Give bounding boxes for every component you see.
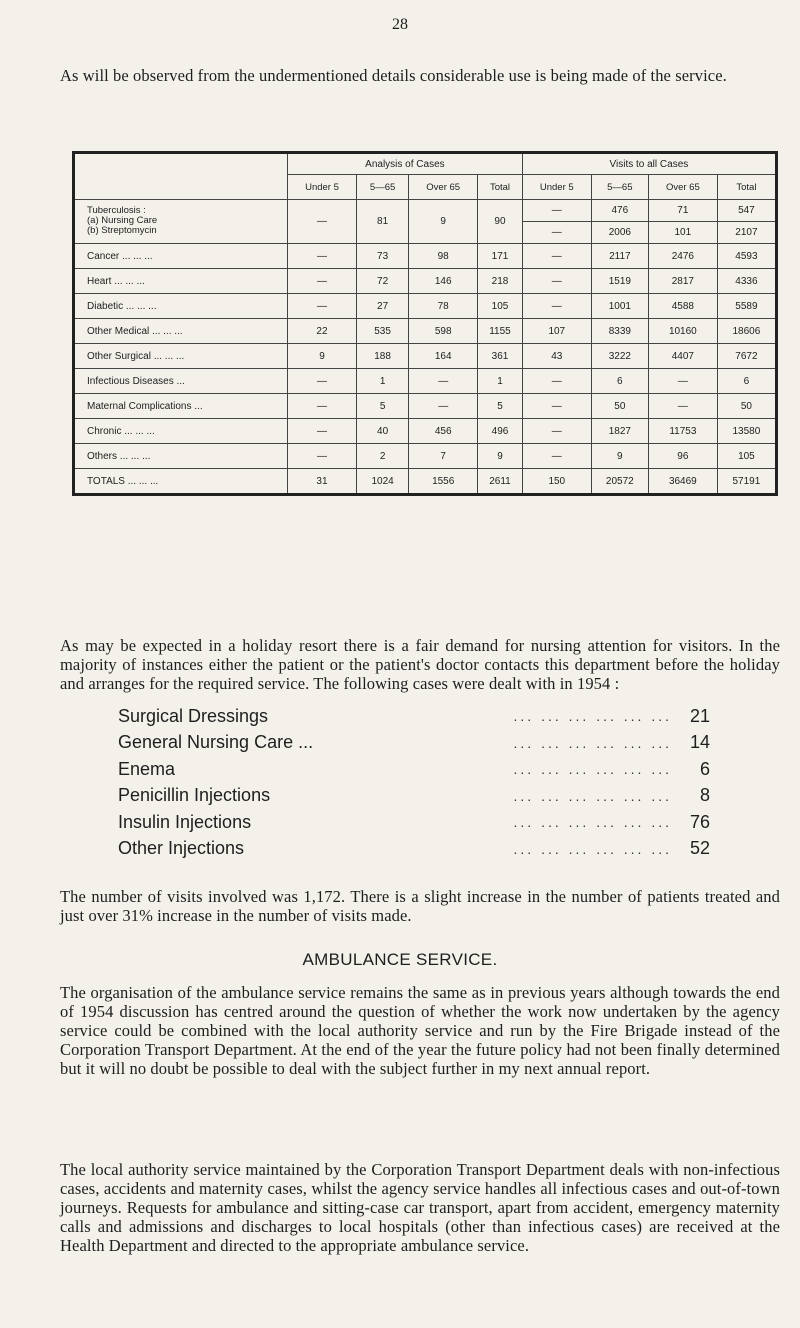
list-item	[118, 809, 710, 836]
table-cell: 101	[648, 222, 717, 244]
intro-paragraph: As will be observed from the undermentioned details considerable use is being made of the service.	[60, 66, 727, 85]
table-cell: 18606	[717, 319, 776, 344]
table-cell: —	[288, 200, 357, 244]
table-cell: 90	[478, 200, 523, 244]
table-cell: 1001	[591, 294, 648, 319]
table-cell: —	[409, 394, 478, 419]
table-cell: —	[288, 419, 357, 444]
table-cell: —	[409, 369, 478, 394]
table-cell: 6	[591, 369, 648, 394]
table-cell: 98	[409, 244, 478, 269]
table-cell: —	[522, 294, 591, 319]
case-label: Penicillin Injections	[118, 785, 271, 806]
table-cell: 9	[288, 344, 357, 369]
table-cell: —	[288, 369, 357, 394]
table-cell: 40	[356, 419, 408, 444]
table-cell: 22	[288, 319, 357, 344]
table-cell: 107	[522, 319, 591, 344]
table-cell: —	[288, 294, 357, 319]
table-cell: 2611	[478, 469, 523, 495]
table-row	[74, 344, 777, 369]
table-cell: 4407	[648, 344, 717, 369]
case-label: Insulin Injections	[118, 811, 252, 832]
table-cell: 456	[409, 419, 478, 444]
row-label: Chronic ... ... ...	[74, 419, 288, 444]
table-cell: 4588	[648, 294, 717, 319]
row-label: Other Surgical ... ... ...	[74, 344, 288, 369]
table-row	[74, 269, 777, 294]
table-cell: 50	[591, 394, 648, 419]
table-cell: 1024	[356, 469, 408, 495]
row-label: TOTALS ... ... ...	[74, 469, 288, 495]
table-cell: 2117	[591, 244, 648, 269]
table-cell: 9	[478, 444, 523, 469]
table-cell: 71	[648, 200, 717, 222]
leader-dots: ... ... ... ... ... ...	[513, 840, 672, 857]
table-cell: 9	[409, 200, 478, 244]
section-heading: AMBULANCE SERVICE.	[302, 950, 498, 969]
row-label: Diabetic ... ... ...	[74, 294, 288, 319]
table-cell: 36469	[648, 469, 717, 495]
table-cell: 1827	[591, 419, 648, 444]
tuberculosis-label-line: (b) Streptomycin	[87, 225, 157, 236]
table-cell: 105	[478, 294, 523, 319]
table-cell: 10160	[648, 319, 717, 344]
table-cell: 96	[648, 444, 717, 469]
column-header: Under 5	[288, 175, 357, 200]
table-cell: 547	[717, 200, 776, 222]
table-cell: —	[648, 369, 717, 394]
table-cell: 5589	[717, 294, 776, 319]
case-label: General Nursing Care ...	[118, 732, 314, 753]
table-cell: 9	[591, 444, 648, 469]
leader-dots: ... ... ... ... ... ...	[513, 734, 672, 751]
table-cell: 146	[409, 269, 478, 294]
row-label: Cancer ... ... ...	[74, 244, 288, 269]
case-value: 6	[699, 758, 710, 779]
case-value: 76	[689, 811, 710, 832]
table-cell: —	[522, 394, 591, 419]
table-cell: 1519	[591, 269, 648, 294]
table-cell: 496	[478, 419, 523, 444]
leader-dots: ... ... ... ... ... ...	[513, 787, 672, 804]
table-cell: —	[648, 394, 717, 419]
ambulance-paragraph-1: The organisation of the ambulance service remains the same as in previous years although towards the end of 1954 discussion has centred around the question of whether the work now undertaken by the agency service could be combined with the local authority service and run by the Fire Brigade instead of the Corporation Transport Department. At the end of the year the future policy had not been finally determined but it will no doubt be possible to deal with the subject further in my next annual report.	[60, 983, 780, 1078]
group-header-visits: Visits to all Cases	[522, 153, 776, 175]
case-label: Other Injections	[118, 838, 245, 859]
tuberculosis-label-line: Tuberculosis :	[87, 205, 146, 216]
table-cell: 11753	[648, 419, 717, 444]
table-cell: 4336	[717, 269, 776, 294]
column-header: Over 65	[409, 175, 478, 200]
table-cell: 13580	[717, 419, 776, 444]
table-cell: 164	[409, 344, 478, 369]
leader-dots: ... ... ... ... ... ...	[513, 708, 672, 725]
group-header-analysis: Analysis of Cases	[288, 153, 523, 175]
case-value: 21	[689, 705, 710, 726]
table-cell: —	[522, 419, 591, 444]
row-label: Heart ... ... ...	[74, 269, 288, 294]
column-header: Total	[717, 175, 776, 200]
table-cell: 81	[356, 200, 408, 244]
table-cell: —	[522, 200, 591, 222]
table-cell: 50	[717, 394, 776, 419]
table-cell: —	[288, 244, 357, 269]
tuberculosis-label-line: (a) Nursing Care	[87, 215, 158, 226]
list-item	[118, 730, 710, 757]
column-header: 5—65	[356, 175, 408, 200]
list-item	[118, 703, 710, 730]
table-cell: 7672	[717, 344, 776, 369]
table-row	[74, 369, 777, 394]
table-cell: 188	[356, 344, 408, 369]
table-cell: 73	[356, 244, 408, 269]
list-item	[118, 756, 710, 783]
table-row	[74, 294, 777, 319]
case-value: 8	[699, 785, 710, 806]
table-cell: 6	[717, 369, 776, 394]
table-cell: 2	[356, 444, 408, 469]
table-cell: 43	[522, 344, 591, 369]
column-header: 5—65	[591, 175, 648, 200]
table-cell: 1155	[478, 319, 523, 344]
table-cell: —	[288, 444, 357, 469]
table-cell: —	[522, 444, 591, 469]
table-cell: 1	[356, 369, 408, 394]
table-row	[74, 419, 777, 444]
list-item	[118, 836, 710, 863]
table-cell: 150	[522, 469, 591, 495]
table-cell: —	[288, 269, 357, 294]
table-cell: 5	[478, 394, 523, 419]
table-cell: 2107	[717, 222, 776, 244]
table-row	[74, 444, 777, 469]
case-value: 52	[689, 838, 710, 859]
table-row	[74, 394, 777, 419]
table-cell: 598	[409, 319, 478, 344]
table-cell: —	[522, 222, 591, 244]
table-cell: —	[288, 394, 357, 419]
table-cell: 476	[591, 200, 648, 222]
table-cell: 218	[478, 269, 523, 294]
table-cell: 2006	[591, 222, 648, 244]
column-header: Under 5	[522, 175, 591, 200]
visits-paragraph: The number of visits involved was 1,172. There is a slight increase in the number of patients treated and just over 31% increase in the number of visits made.	[60, 887, 780, 925]
table-cell: 105	[717, 444, 776, 469]
table-cell: 1556	[409, 469, 478, 495]
table-cell: 57191	[717, 469, 776, 495]
case-value: 14	[689, 732, 710, 753]
table-cell: 535	[356, 319, 408, 344]
table-row	[74, 244, 777, 269]
row-label: Others ... ... ...	[74, 444, 288, 469]
table-cell: 31	[288, 469, 357, 495]
list-item	[118, 783, 710, 810]
row-label: Other Medical ... ... ...	[74, 319, 288, 344]
table-cell: 8339	[591, 319, 648, 344]
holiday-paragraph: As may be expected in a holiday resort there is a fair demand for nursing attention for visitors. In the majority of instances either the patient or the patient's doctor contacts this department before the holiday and arranges for the required service. The following cases were dealt with in 1954 :	[60, 636, 780, 693]
table-cell: 78	[409, 294, 478, 319]
row-label: Infectious Diseases ...	[74, 369, 288, 394]
table-row	[74, 469, 777, 495]
table-cell: 3222	[591, 344, 648, 369]
case-label: Surgical Dressings	[118, 705, 269, 726]
row-label-tuberculosis	[74, 200, 288, 244]
table-cell: 171	[478, 244, 523, 269]
column-header: Over 65	[648, 175, 717, 200]
table-row	[74, 319, 777, 344]
table-cell: 5	[356, 394, 408, 419]
table-cell: 20572	[591, 469, 648, 495]
row-label: Maternal Complications ...	[74, 394, 288, 419]
table-cell: 1	[478, 369, 523, 394]
table-cell: —	[522, 269, 591, 294]
table-cell: —	[522, 244, 591, 269]
column-header: Total	[478, 175, 523, 200]
home-nursing-statistics-table	[72, 151, 778, 496]
table-group-header-row	[74, 153, 777, 175]
case-label: Enema	[118, 758, 176, 779]
leader-dots: ... ... ... ... ... ...	[513, 814, 672, 831]
table-cell: 27	[356, 294, 408, 319]
table-cell: 72	[356, 269, 408, 294]
table-cell: —	[522, 369, 591, 394]
table-cell: 2817	[648, 269, 717, 294]
ambulance-paragraph-2: The local authority service maintained by the Corporation Transport Department deals with non-infectious cases, accidents and maternity cases, whilst the agency service handles all infectious cases and out-of-town journeys. Requests for ambulance and sitting-case car transport, apart from accident, emergency maternity calls and admissions and discharges to local hospitals (other than infectious cases) are received at the Health Department and directed to the appropriate ambulance service.	[60, 1160, 780, 1255]
table-cell: 2476	[648, 244, 717, 269]
table-cell: 361	[478, 344, 523, 369]
leader-dots: ... ... ... ... ... ...	[513, 761, 672, 778]
page-number: 28	[392, 16, 408, 33]
table-cell: 4593	[717, 244, 776, 269]
table-row-tuberculosis-a	[74, 200, 777, 222]
table-cell: 7	[409, 444, 478, 469]
blank-corner-cell	[74, 153, 288, 200]
holiday-cases-list	[118, 703, 710, 862]
